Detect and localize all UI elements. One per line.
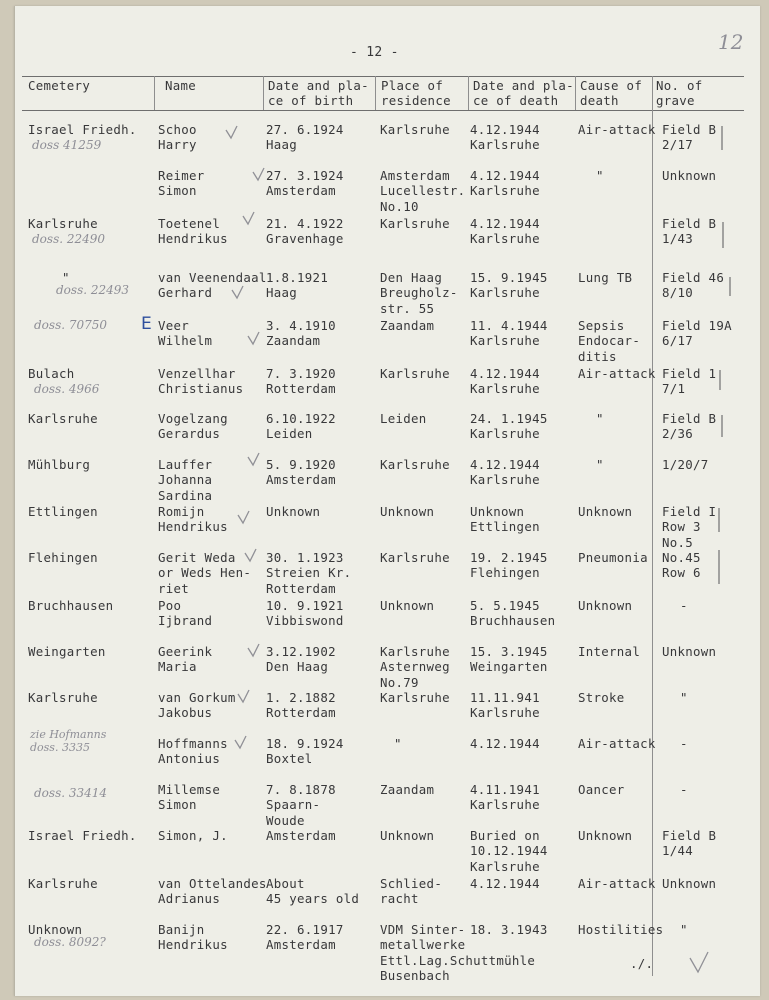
cell-death: 19. 2.1945 Flehingen bbox=[470, 550, 548, 581]
cell-name: Vogelzang Gerardus bbox=[158, 411, 228, 442]
cell-cause: Stroke bbox=[578, 690, 625, 705]
cell-cemetery: Karlsruhe bbox=[28, 690, 98, 705]
cell-cause: Unknown bbox=[578, 828, 633, 843]
cell-name: Simon, J. bbox=[158, 828, 228, 843]
cell-residence: Amsterdam Lucellestr. No.10 bbox=[380, 168, 466, 214]
cell-name: Romijn Hendrikus bbox=[158, 504, 228, 535]
cell-name: Hoffmanns Antonius bbox=[158, 736, 228, 767]
cell-residence: Karlsruhe bbox=[380, 690, 450, 705]
cell-birth: 1.8.1921 Haag bbox=[266, 270, 329, 301]
cell-birth: 6.10.1922 Leiden bbox=[266, 411, 336, 442]
dossier-note: doss. 33414 bbox=[34, 786, 108, 800]
column-divider bbox=[154, 76, 155, 110]
cell-death: 4.12.1944 Karlsruhe bbox=[470, 457, 540, 488]
cell-death: 4.12.1944 Karlsruhe bbox=[470, 366, 540, 397]
cell-cause: Unknown bbox=[578, 504, 633, 519]
cell-birth: 30. 1.1923 Streien Kr. Rotterdam bbox=[266, 550, 352, 596]
cell-residence: Karlsruhe bbox=[380, 122, 450, 137]
cell-name: Veer Wilhelm bbox=[158, 318, 213, 349]
column-divider bbox=[575, 76, 576, 110]
cell-residence: Karlsruhe bbox=[380, 457, 450, 472]
column-divider bbox=[263, 76, 264, 110]
cell-cause: Oancer bbox=[578, 782, 625, 797]
cell-death: 4.12.1944 Karlsruhe bbox=[470, 168, 540, 199]
cell-name: van Ottelandes Adrianus bbox=[158, 876, 267, 907]
document-page bbox=[14, 6, 760, 996]
cell-grave: Field 19A 6/17 bbox=[662, 318, 732, 349]
cell-grave: Field B 2/36 bbox=[662, 411, 717, 442]
cell-grave: Field 46 8/10 bbox=[662, 270, 725, 301]
cell-residence: Schlied- racht bbox=[380, 876, 443, 907]
cell-residence: Unknown bbox=[380, 598, 435, 613]
cell-death: Unknown Ettlingen bbox=[470, 504, 540, 535]
cell-residence: Zaandam bbox=[380, 318, 435, 333]
cell-grave: Unknown bbox=[662, 876, 717, 891]
cell-cause: Sepsis Endocar- ditis bbox=[578, 318, 641, 364]
cell-birth: 18. 9.1924 Boxtel bbox=[266, 736, 344, 767]
cell-grave: " bbox=[680, 690, 688, 705]
cell-name: Schoo Harry bbox=[158, 122, 197, 153]
cell-death: 18. 3.1943 bbox=[470, 922, 548, 937]
cell-cause: Pneumonia bbox=[578, 550, 648, 565]
cell-grave: - bbox=[680, 598, 688, 613]
cell-cause: Unknown bbox=[578, 598, 633, 613]
cell-cemetery: Bruchhausen bbox=[28, 598, 114, 613]
continuation-mark: ./. bbox=[630, 956, 654, 971]
cell-cause: " bbox=[596, 411, 604, 426]
cell-grave: 1/20/7 bbox=[662, 457, 709, 472]
cell-residence: Zaandam bbox=[380, 782, 435, 797]
cell-cemetery: Karlsruhe bbox=[28, 411, 98, 426]
cell-cemetery: Unknown bbox=[28, 922, 83, 937]
cell-name: Gerit Weda or Weds Hen- riet bbox=[158, 550, 252, 596]
cell-death: 15. 3.1945 Weingarten bbox=[470, 644, 548, 675]
cell-name: van Veenendaal Gerhard bbox=[158, 270, 267, 301]
table-header-rule bbox=[22, 110, 744, 111]
cell-name: Toetenel Hendrikus bbox=[158, 216, 228, 247]
cell-birth: 10. 9.1921 Vibbiswond bbox=[266, 598, 344, 629]
cell-residence: Karlsruhe bbox=[380, 550, 450, 565]
cell-death: 11. 4.1944 Karlsruhe bbox=[470, 318, 548, 349]
cell-grave: - bbox=[680, 736, 688, 751]
cell-grave: Unknown bbox=[662, 644, 717, 659]
dossier-note: doss 41259 bbox=[32, 138, 102, 152]
table-top-rule bbox=[22, 76, 744, 77]
cell-cause: Lung TB bbox=[578, 270, 633, 285]
cell-death: 24. 1.1945 Karlsruhe bbox=[470, 411, 548, 442]
cell-residence: Karlsruhe Asternweg No.79 bbox=[380, 644, 450, 690]
cell-birth: 5. 9.1920 Amsterdam bbox=[266, 457, 336, 488]
cell-cause: Air-attack bbox=[578, 876, 656, 891]
dossier-note: doss. 4966 bbox=[34, 382, 100, 396]
cell-cause: " bbox=[596, 168, 604, 183]
cell-birth: 7. 3.1920 Rotterdam bbox=[266, 366, 336, 397]
header-birth: Date and pla- ce of birth bbox=[268, 78, 369, 109]
header-cemetery: Cemetery bbox=[28, 78, 91, 93]
cell-grave: - bbox=[680, 782, 688, 797]
blue-e-mark: E bbox=[141, 314, 152, 334]
header-death: Date and pla- ce of death bbox=[473, 78, 574, 109]
cell-name: Lauffer Johanna Sardina bbox=[158, 457, 213, 503]
cell-name: Venzellhar Christianus bbox=[158, 366, 244, 397]
cell-grave: Field B 2/17 bbox=[662, 122, 717, 153]
dossier-note: doss. 22493 bbox=[56, 283, 130, 297]
cell-birth: 21. 4.1922 Gravenhage bbox=[266, 216, 344, 247]
cell-cause: Internal bbox=[578, 644, 641, 659]
cell-residence: Karlsruhe bbox=[380, 366, 450, 381]
cell-cause: Hostilities bbox=[578, 922, 664, 937]
header-residence: Place of residence bbox=[381, 78, 451, 109]
cell-residence: Leiden bbox=[380, 411, 427, 426]
cell-name: van Gorkum Jakobus bbox=[158, 690, 236, 721]
cell-cemetery: Israel Friedh. bbox=[28, 828, 137, 843]
cell-cause: Air-attack bbox=[578, 122, 656, 137]
cell-cemetery: Ettlingen bbox=[28, 504, 98, 519]
cell-birth: 22. 6.1917 Amsterdam bbox=[266, 922, 344, 953]
cell-birth: 7. 8.1878 Spaarn- Woude bbox=[266, 782, 336, 828]
cell-name: Millemse Simon bbox=[158, 782, 221, 813]
cell-grave: " bbox=[680, 922, 688, 937]
cell-birth: 1. 2.1882 Rotterdam bbox=[266, 690, 336, 721]
cell-cemetery: Karlsruhe bbox=[28, 876, 98, 891]
cell-death: 4.11.1941 Karlsruhe bbox=[470, 782, 540, 813]
cell-birth: 27. 6.1924 Haag bbox=[266, 122, 344, 153]
cell-death: 11.11.941 Karlsruhe bbox=[470, 690, 540, 721]
column-divider bbox=[652, 76, 653, 976]
cell-cemetery: Israel Friedh. bbox=[28, 122, 137, 137]
page-number: - 12 - bbox=[350, 45, 399, 60]
cell-death: 4.12.1944 bbox=[470, 876, 540, 891]
cell-grave: Field I Row 3 No.5 bbox=[662, 504, 717, 550]
cell-cause: Air-attack bbox=[578, 736, 656, 751]
cell-death: Buried on 10.12.1944 Karlsruhe bbox=[470, 828, 548, 874]
cell-residence: VDM Sinter- metallwerke Ettl.Lag.Schuttmühle Busenbach bbox=[380, 922, 536, 984]
header-name: Name bbox=[165, 78, 197, 93]
cell-death: 4.12.1944 Karlsruhe bbox=[470, 122, 540, 153]
cell-grave: Field B 1/43 bbox=[662, 216, 717, 247]
cell-residence: Karlsruhe bbox=[380, 216, 450, 231]
cell-birth: 27. 3.1924 Amsterdam bbox=[266, 168, 344, 199]
cell-name: Poo Ijbrand bbox=[158, 598, 213, 629]
dossier-note: doss. 70750 bbox=[34, 318, 108, 332]
cell-cemetery: Weingarten bbox=[28, 644, 106, 659]
dossier-note: doss. 22490 bbox=[32, 232, 106, 246]
cell-death: 5. 5.1945 Bruchhausen bbox=[470, 598, 556, 629]
cell-name: Reimer Simon bbox=[158, 168, 205, 199]
cell-cause: " bbox=[596, 457, 604, 472]
cell-grave: Unknown bbox=[662, 168, 717, 183]
header-grave: No. of grave bbox=[656, 78, 703, 109]
cell-name: Geerink Maria bbox=[158, 644, 213, 675]
cell-residence: Unknown bbox=[380, 504, 435, 519]
cell-name: Banijn Hendrikus bbox=[158, 922, 228, 953]
dossier-note: doss. 8092? bbox=[34, 935, 106, 949]
cell-cause: Air-attack bbox=[578, 366, 656, 381]
cell-cemetery: Flehingen bbox=[28, 550, 98, 565]
cell-cemetery: Mühlburg bbox=[28, 457, 91, 472]
cell-birth: Amsterdam bbox=[266, 828, 336, 843]
cell-birth: 3.12.1902 Den Haag bbox=[266, 644, 336, 675]
cell-grave: Field B 1/44 bbox=[662, 828, 717, 859]
cell-residence: " bbox=[394, 736, 402, 751]
column-divider bbox=[468, 76, 469, 110]
cell-grave: Field 1 7/1 bbox=[662, 366, 717, 397]
cell-cemetery: Bulach bbox=[28, 366, 75, 381]
cell-cemetery: Karlsruhe bbox=[28, 216, 98, 231]
column-divider bbox=[375, 76, 376, 110]
cell-death: 4.12.1944 Karlsruhe bbox=[470, 216, 540, 247]
cell-residence: Unknown bbox=[380, 828, 435, 843]
cell-cemetery: " bbox=[62, 270, 70, 285]
cell-grave: No.45 Row 6 bbox=[662, 550, 701, 581]
header-cause: Cause of death bbox=[580, 78, 643, 109]
cell-birth: 3. 4.1910 Zaandam bbox=[266, 318, 336, 349]
cell-residence: Den Haag Breugholz- str. 55 bbox=[380, 270, 458, 316]
corner-page-number: 12 bbox=[718, 30, 744, 54]
dossier-note: zie Hofmanns doss. 3335 bbox=[30, 728, 107, 754]
cell-death: 4.12.1944 bbox=[470, 736, 540, 751]
cell-birth: Unknown bbox=[266, 504, 321, 519]
cell-birth: About 45 years old bbox=[266, 876, 360, 907]
cell-death: 15. 9.1945 Karlsruhe bbox=[470, 270, 548, 301]
